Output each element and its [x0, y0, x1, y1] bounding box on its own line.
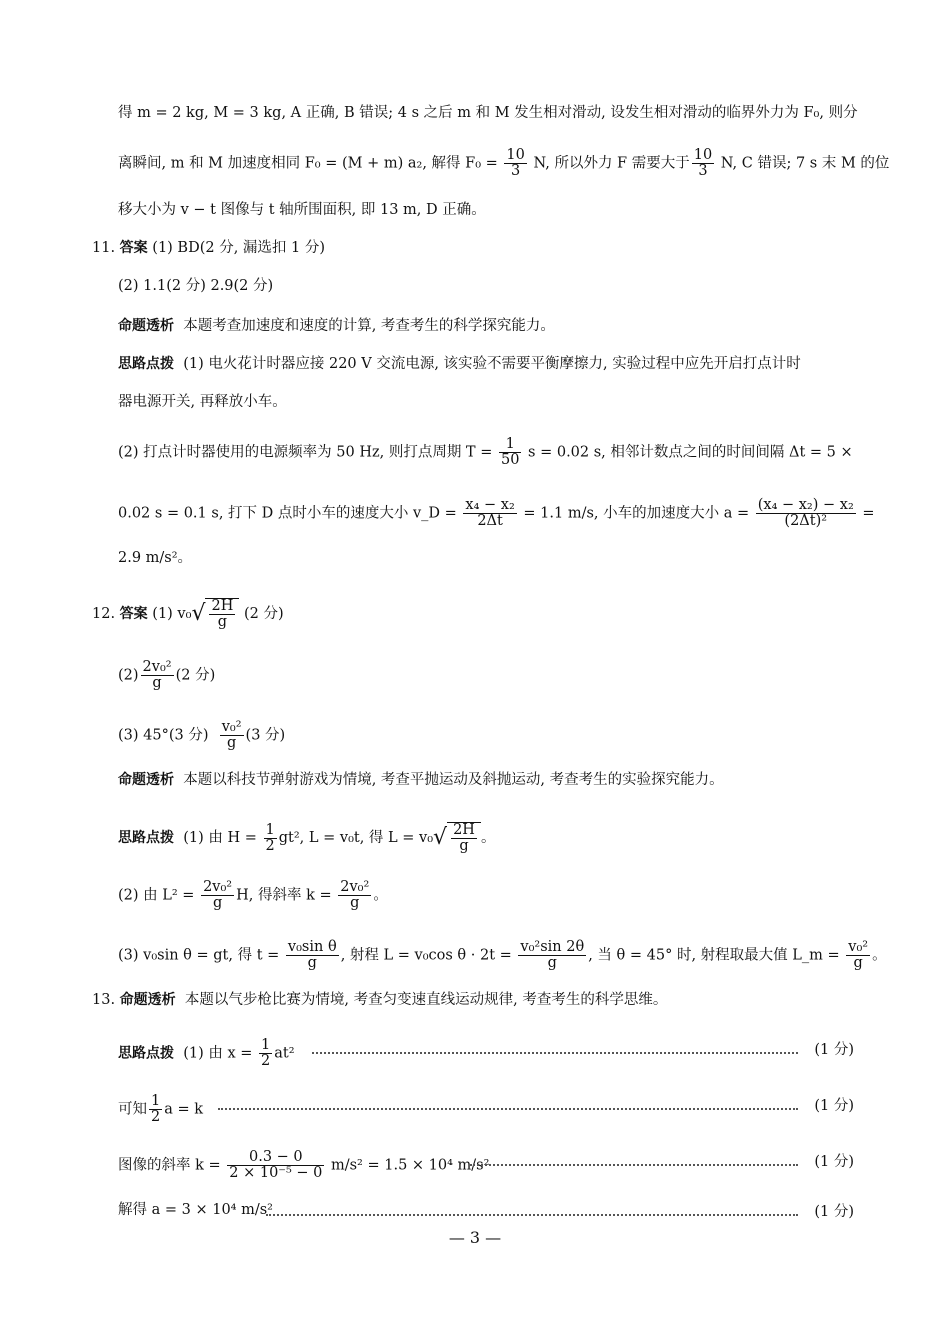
q12-hint-3 [118, 939, 887, 971]
q13-hint-1 [118, 1038, 295, 1069]
hint-text: s = 0.02 s, 相邻计数点之间的时间间隔 Δt = 5 × [528, 444, 853, 461]
fraction: $\frac{10}{3}$ [506, 147, 525, 179]
hint-text: gt², L = v₀t, 得 L = v₀ [278, 830, 434, 846]
fraction: $\frac{\text{2v₀²}}{g}$ [142, 659, 172, 691]
hint-text: 可知 [118, 1101, 147, 1118]
answer-text: (2 分) [243, 606, 284, 622]
q11-answer-2: (2) 1.1(2 分) 2.9(2 分) [118, 278, 274, 294]
answer-text: (1) v₀ [152, 606, 192, 622]
analysis-label: 命题透析 [119, 992, 176, 1008]
leader-dots [312, 1052, 798, 1054]
hint-text: , 射程 L = v₀cos θ · 2t = [340, 947, 512, 964]
para-text: 离瞬间, m 和 M 加速度相同 F₀ = (M + m) a₂, 解得 F₀ = [118, 155, 503, 172]
hint-label: 思路点拨 [118, 830, 174, 846]
q13-analysis [92, 990, 854, 1010]
q12-analysis [118, 770, 854, 790]
fraction: $\frac{1}{2}$ [151, 1093, 161, 1125]
analysis-label: 命题透析 [118, 772, 174, 788]
answer-label: 答案 [119, 606, 148, 622]
question-number: 12. [92, 606, 116, 622]
analysis-label: 命题透析 [118, 318, 174, 334]
sqrt: √ $\frac{2H}{g}$ [433, 822, 481, 854]
hint-text: 0.02 s = 0.1 s, 打下 D 点时小车的速度大小 v_D = [118, 505, 457, 522]
hint-label: 思路点拨 [118, 356, 174, 372]
hint-text: a = k [164, 1101, 204, 1118]
leader-dots [470, 1164, 798, 1166]
q13-hint-2 [118, 1094, 203, 1125]
q11-hint-3 [118, 497, 875, 529]
score: (1 分) [814, 1204, 854, 1220]
question-number: 11. [92, 240, 116, 256]
para-line-1: 得 m = 2 kg, M = 3 kg, A 正确, B 错误; 4 s 之后 m 和 M 发生相对滑动, 设发生相对滑动的临界外力为 F₀, 则分 [118, 105, 858, 121]
answer-label: 答案 [119, 240, 148, 256]
hint-text: (3) v₀sin θ = gt, 得 t = [118, 947, 280, 964]
q12-answer-3 [118, 720, 854, 751]
score: (1 分) [814, 1042, 854, 1058]
fraction: $\frac{\text{v₀²}}{g}$ [848, 939, 869, 971]
fraction: $\frac{0.3 - 0}{\text{2 × 10⁻⁵ − 0}}$ [229, 1149, 323, 1181]
fraction: $\frac{\text{x₄ − x₂}}{2\Delta t}$ [465, 497, 515, 529]
hint-text: at² [274, 1045, 295, 1062]
hint-text: (2) 由 L² = [118, 887, 195, 904]
fraction: $\frac{1}{50}$ [500, 436, 520, 468]
leader-dots [218, 1108, 798, 1110]
q12-answer-1 [92, 598, 854, 630]
answer-text: (1) BD(2 分, 漏选扣 1 分) [152, 240, 326, 256]
q13-hint-4: 解得 a = 3 × 10⁴ m/s² [118, 1202, 273, 1218]
q11-hint-1b: 器电源开关, 再释放小车。 [118, 394, 287, 410]
hint-text: (1) 由 x = [183, 1045, 253, 1062]
fraction: $\frac{\text{2v₀²}}{g}$ [203, 879, 233, 911]
fraction: $\frac{1}{2}$ [265, 821, 275, 854]
score: (1 分) [814, 1098, 854, 1114]
fraction: $\frac{1}{2}$ [261, 1037, 271, 1069]
answer-text: (3) 45°(3 分) [118, 727, 209, 744]
page-number: — 3 — [448, 1228, 502, 1247]
hint-text: m/s² = 1.5 × 10⁴ m/s² [330, 1157, 490, 1174]
hint-text: (1) 由 H = [183, 830, 257, 846]
hint-text: = [862, 505, 875, 522]
answer-text: (3 分) [245, 727, 286, 744]
analysis-text: 本题考查加速度和速度的计算, 考查考生的科学探究能力。 [183, 318, 555, 334]
hint-text: 。 [872, 947, 887, 964]
hint-text: (2) 打点计时器使用的电源频率为 50 Hz, 则打点周期 T = [118, 444, 493, 461]
q11-hint-4: 2.9 m/s²。 [118, 550, 193, 566]
leader-dots [266, 1214, 798, 1216]
q12-hint-1 [118, 822, 854, 854]
hint-text: , 当 θ = 45° 时, 射程取最大值 L_m = [588, 947, 840, 964]
q12-hint-2 [118, 880, 854, 911]
hint-text: (1) 电火花计时器应接 220 V 交流电源, 该实验不需要平衡摩擦力, 实验过程中应先开启打点计时 [183, 356, 801, 372]
para-text: N, 所以外力 F 需要大于 [528, 155, 690, 172]
fraction: $\frac{\text{2v₀²}}{g}$ [340, 879, 370, 911]
analysis-text: 本题以气步枪比赛为情境, 考查匀变速直线运动规律, 考查考生的科学思维。 [184, 992, 668, 1008]
para-text: N, C 错误; 7 s 末 M 的位 [716, 155, 890, 172]
answer-text: (2) [118, 667, 139, 684]
fraction: $\frac{10}{3}$ [693, 147, 713, 179]
question-number: 13. [92, 992, 116, 1008]
para-line-2 [118, 147, 890, 179]
fraction: $\frac{\text{v₀sin θ}}{g}$ [287, 939, 337, 971]
hint-text: 。 [480, 830, 496, 846]
fraction: $\frac{\text{v₀²sin 2θ}}{g}$ [520, 939, 585, 971]
q13-hint-3 [118, 1150, 489, 1181]
hint-text: 图像的斜率 k = [118, 1157, 221, 1174]
q12-answer-2 [118, 660, 854, 691]
q11-analysis [118, 316, 854, 336]
analysis-text: 本题以科技节弹射游戏为情境, 考查平抛运动及斜抛运动, 考查考生的实验探究能力。 [183, 772, 724, 788]
hint-text: 。 [373, 887, 388, 904]
hint-text: = 1.1 m/s, 小车的加速度大小 a = [523, 505, 750, 522]
answer-text: (2 分) [175, 667, 216, 684]
score: (1 分) [814, 1154, 854, 1170]
q11-answer [92, 238, 854, 258]
q11-hint-1 [118, 354, 854, 374]
fraction: $\frac{\text{v₀²}}{g}$ [221, 719, 242, 751]
fraction: $\frac{\text{(x₄ − x₂) − x₂}}{\text{(2Δt)²}}$ [757, 497, 854, 529]
q11-hint-2 [118, 437, 854, 468]
sqrt: √ $\frac{2H}{g}$ [191, 598, 239, 630]
hint-label: 思路点拨 [118, 1045, 174, 1062]
hint-text: H, 得斜率 k = [236, 887, 332, 904]
para-line-3: 移大小为 v − t 图像与 t 轴所围面积, 即 13 m, D 正确。 [118, 202, 486, 218]
